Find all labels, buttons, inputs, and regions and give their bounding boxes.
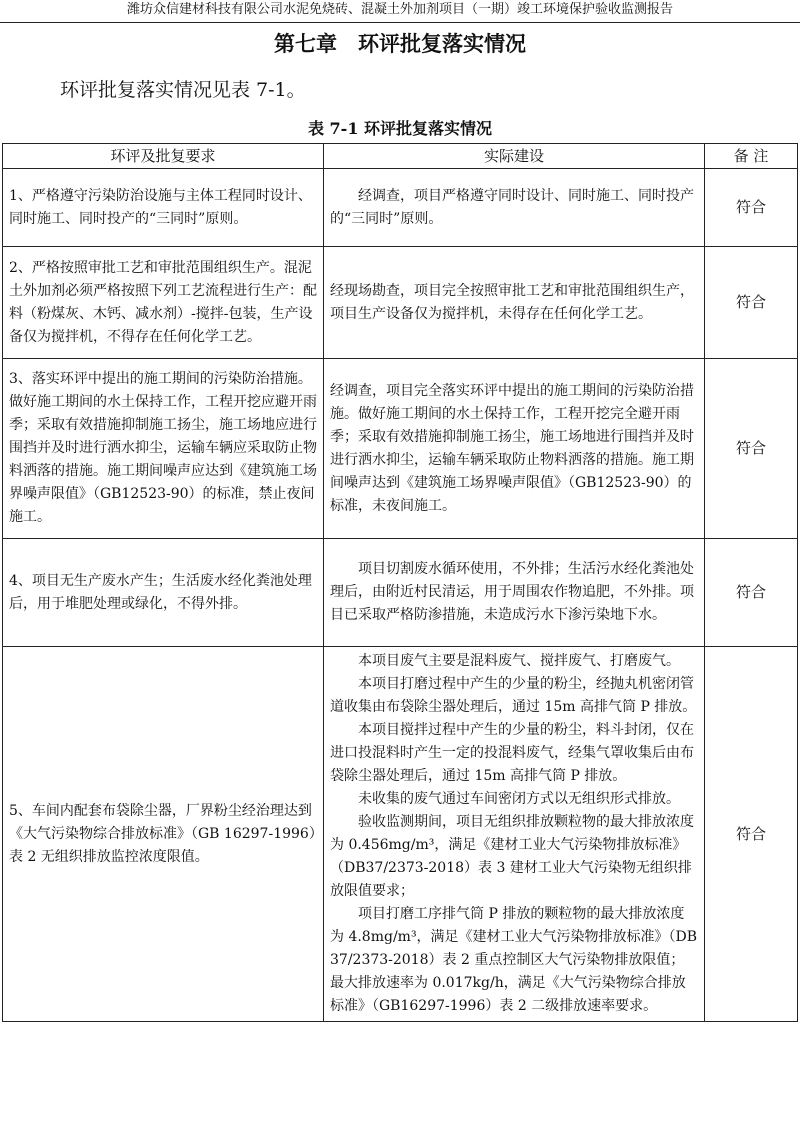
- actual-text: 未收集的废气通过车间密闭方式以无组织形式排放。: [358, 791, 680, 807]
- requirement-cell: 5、车间内配套布袋除尘器，厂界粉尘经治理达到《大气污染物综合排放标准》（GB 16297-1996）表 2 无组织排放监控浓度限值。: [3, 647, 324, 1022]
- actual-cell: [324, 169, 705, 247]
- actual-cell: [324, 359, 705, 539]
- page-header: 潍坊众信建材科技有限公司水泥免烧砖、混凝土外加剂项目（一期）竣工环境保护验收监测报告: [0, 0, 800, 23]
- header-actual: 实际建设: [324, 144, 705, 169]
- note-cell: 符合: [705, 539, 798, 647]
- table-row: [3, 247, 798, 359]
- intro-text: 环评批复落实情况见表 7-1。: [60, 79, 306, 101]
- requirement-cell: 4、项目无生产废水产生；生活废水经化粪池处理后，用于堆肥处理或绿化，不得外排。: [3, 539, 324, 647]
- requirement-cell: 1、严格遵守污染防治设施与主体工程同时设计、同时施工、同时投产的“三同时”原则。: [3, 169, 324, 247]
- actual-cell: [324, 647, 705, 1022]
- actual-text: 验收监测期间，项目无组织排放颗粒物的最大排放浓度为 0.456mg/m³，满足《建材工业大气污染物排放标准》（DB37/2373-2018）表 3 建材工业大气污染物无组织排放限值要求；: [330, 814, 694, 899]
- header-requirement: 环评及批复要求: [3, 144, 324, 169]
- header-note: 备 注: [705, 144, 798, 169]
- actual-text: 本项目搅拌过程中产生的少量的粉尘，料斗封闭，仅在进口投混料时产生一定的投混料废气，经集气罩收集后由布袋除尘器处理后，通过 15m 高排气筒 P 排放。: [330, 722, 694, 784]
- requirement-cell: 3、落实环评中提出的施工期间的污染防治措施。做好施工期间的水土保持工作，工程开挖应避开雨季；采取有效措施抑制施工扬尘，施工场地应进行围挡并及时进行洒水抑尘，运输车辆应采取防止物料洒落的措施。施工期间噪声应达到《建筑施工场界噪声限值》（GB12523-90）的标准，禁止夜间施工。: [3, 359, 324, 539]
- table-row: [3, 539, 798, 647]
- actual-text: 本项目打磨过程中产生的少量的粉尘，经抛丸机密闭管道收集由布袋除尘器处理后，通过 15m 高排气筒 P 排放。: [330, 676, 697, 715]
- table-header-row: [3, 144, 798, 169]
- requirement-cell: 2、严格按照审批工艺和审批范围组织生产。混泥土外加剂必须严格按照下列工艺流程进行生产：配料（粉煤灰、木钙、减水剂）-搅拌-包装，生产设备仅为搅拌机，不得存在任何化学工艺。: [3, 247, 324, 359]
- table-row: [3, 169, 798, 247]
- actual-cell: [324, 247, 705, 359]
- actual-text: 经现场勘查，项目完全按照审批工艺和审批范围组织生产，项目生产设备仅为搅拌机，未得存在任何化学工艺。: [330, 282, 694, 322]
- actual-text: 本项目废气主要是混料废气、搅拌废气、打磨废气。: [358, 653, 680, 669]
- table-row: [3, 359, 798, 539]
- actual-text: 经调查，项目严格遵守同时设计、同时施工、同时投产的“三同时”原则。: [330, 187, 694, 227]
- chapter-title: 第七章 环评批复落实情况: [274, 32, 526, 56]
- actual-text: 项目打磨工序排气筒 P 排放的颗粒物的最大排放浓度为 4.8mg/m³，满足《建材工业大气污染物排放标准》（DB37/2373-2018）表 2 重点控制区大气污染物排放限值；最大排放速率为 0.017kg/h，满足《大气污染物综合排放标准》（GB16297-1996）表 2 二级排放速率要求。: [330, 906, 698, 1014]
- table-title: 表 7-1 环评批复落实情况: [307, 119, 493, 138]
- note-cell: 符合: [705, 247, 798, 359]
- table-row: [3, 647, 798, 1022]
- actual-text: 经调查，项目完全落实环评中提出的施工期间的污染防治措施。做好施工期间的水土保持工作，工程开挖完全避开雨季；采取有效措施抑制施工扬尘，施工场地进行围挡并及时进行洒水抑尘，运输车辆采取防止物料洒落的措施。施工期间噪声达到《建筑施工场界噪声限值》（GB12523-90）的标准，未夜间施工。: [330, 382, 694, 514]
- actual-cell: [324, 539, 705, 647]
- actual-text: 项目切割废水循环使用，不外排；生活污水经化粪池处理后，由附近村民清运，用于周围农作物追肥，不外排。项目已采取严格防渗措施，未造成污水下渗污染地下水。: [330, 561, 694, 623]
- note-cell: 符合: [705, 169, 798, 247]
- note-cell: 符合: [705, 647, 798, 1022]
- note-cell: 符合: [705, 359, 798, 539]
- approval-table: [2, 143, 798, 1022]
